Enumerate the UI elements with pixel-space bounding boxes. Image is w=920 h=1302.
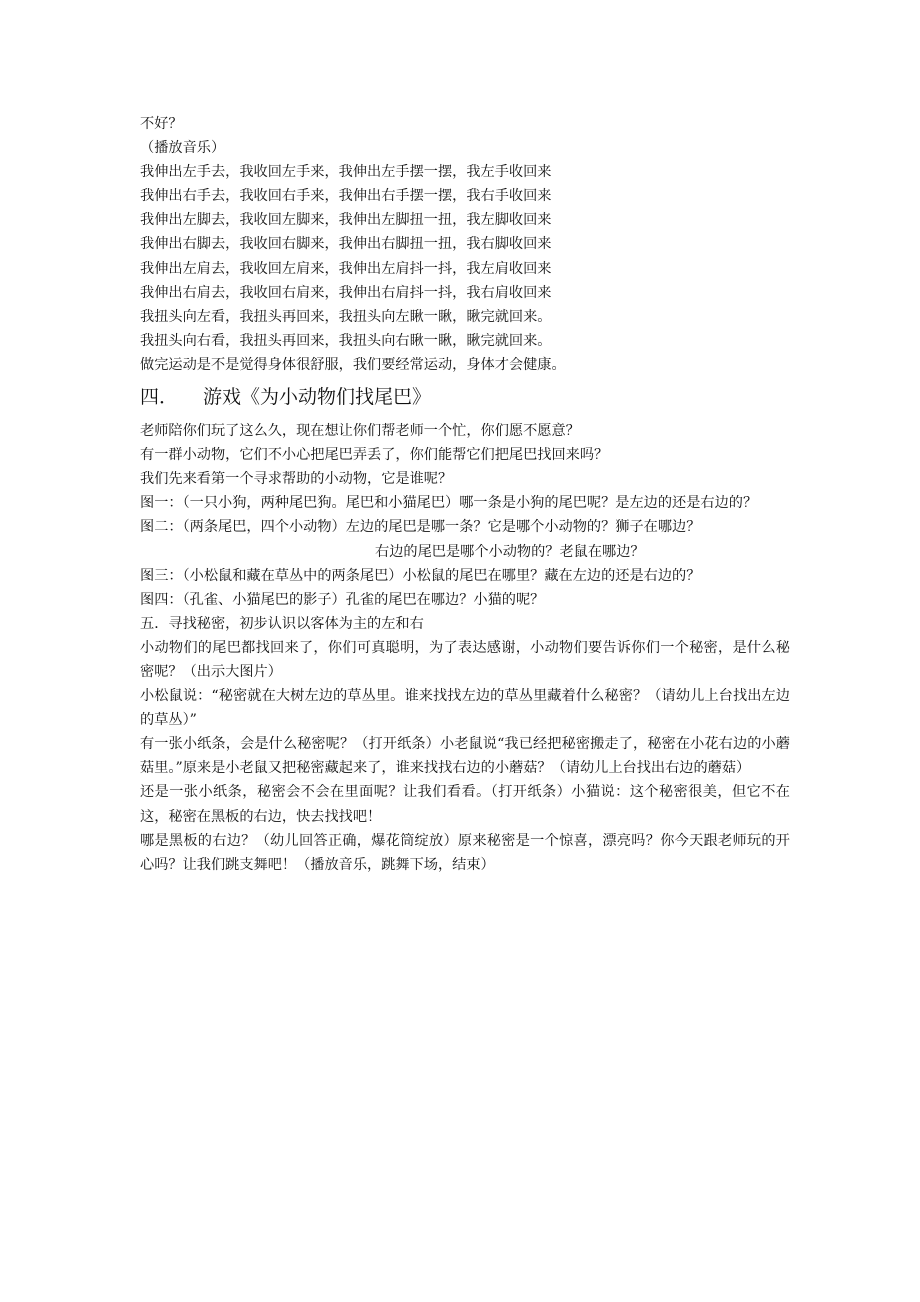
text-line: （播放音乐） bbox=[140, 140, 226, 157]
paragraph: 还是一张小纸条，秘密会不会在里面呢？让我们看看。（打开纸条）小猫说：这个秘密很美，但它不在这，秘密在黑板的右边，快去找找吧！ bbox=[140, 784, 790, 825]
text-line: 做完运动是不是觉得身体很舒服，我们要经常运动，身体才会健康。 bbox=[140, 356, 566, 373]
song-line: 我扭头向右看，我扭头再回来，我扭头向右瞅一瞅，瞅完就回来。 bbox=[140, 332, 552, 349]
song-line: 我伸出左肩去，我收回左肩来，我伸出左肩抖一抖，我左肩收回来 bbox=[140, 260, 552, 277]
song-line: 我伸出右手去，我收回右手来，我伸出右手摆一摆，我右手收回来 bbox=[140, 188, 552, 205]
section-5-heading: 五．寻找秘密，初步认识以客体为主的左和右 bbox=[140, 615, 424, 632]
picture-1-paragraph: 图一：（一只小狗，两种尾巴狗。尾巴和小猫尾巴）哪一条是小狗的尾巴呢？是左边的还是右边的？ bbox=[140, 495, 758, 512]
paragraph: 哪是黑板的右边？（幼儿回答正确，爆花筒绽放）原来秘密是一个惊喜，漂亮吗？你今天跟老师玩的开心吗？让我们跳支舞吧！（播放音乐，跳舞下场，结束） bbox=[140, 832, 790, 873]
paragraph: 小松鼠说：“秘密就在大树左边的草丛里。谁来找找左边的草丛里藏着什么秘密？（请幼儿上台找出左边的草丛）” bbox=[140, 688, 790, 729]
paragraph: 小动物们的尾巴都找回来了，你们可真聪明，为了表达感谢，小动物们要告诉你们一个秘密，是什么秘密呢？（出示大图片） bbox=[140, 639, 790, 680]
section-heading bbox=[140, 382, 790, 412]
paragraph: 有一张小纸条，会是什么秘密呢？（打开纸条）小老鼠说“我已经把秘密搬走了，秘密在小花右边的小蘑菇里。”原来是小老鼠又把秘密藏起来了，谁来找找右边的小蘑菇？（请幼儿上台找出右边的蘑菇） bbox=[140, 736, 790, 777]
song-line: 我伸出左脚去，我收回左脚来，我伸出左脚扭一扭，我左脚收回来 bbox=[140, 212, 552, 229]
song-line: 我扭头向左看，我扭头再回来，我扭头向左瞅一瞅，瞅完就回来。 bbox=[140, 308, 552, 325]
song-line: 我伸出右肩去，我收回右肩来，我伸出右肩抖一抖，我右肩收回来 bbox=[140, 284, 552, 301]
text-line: 老师陪你们玩了这么久，现在想让你们帮老师一个忙，你们愿不愿意？ bbox=[140, 423, 580, 440]
picture-4-paragraph: 图四：（孔雀、小猫尾巴的影子）孔雀的尾巴在哪边？小猫的呢？ bbox=[140, 591, 545, 608]
picture-2-continuation: 右边的尾巴是哪个小动物的？老鼠在哪边？ bbox=[375, 543, 645, 560]
song-line: 我伸出左手去，我收回左手来，我伸出左手摆一摆，我左手收回来 bbox=[140, 164, 552, 181]
text-line: 我们先来看第一个寻求帮助的小动物，它是谁呢？ bbox=[140, 471, 453, 488]
section-title: 游戏《为小动物们找尾巴》 bbox=[203, 386, 432, 409]
text-line: 不好？ bbox=[140, 116, 183, 132]
picture-2-paragraph: 图二：（两条尾巴，四个小动物）左边的尾巴是哪一条？它是哪个小动物的？狮子在哪边？ bbox=[140, 519, 701, 536]
document-body bbox=[140, 112, 790, 877]
text-line: 有一群小动物，它们不小心把尾巴弄丢了，你们能帮它们把尾巴找回来吗？ bbox=[140, 447, 609, 464]
song-line: 我伸出右脚去，我收回右脚来，我伸出右脚扭一扭，我右脚收回来 bbox=[140, 236, 552, 253]
section-number: 四． bbox=[140, 386, 179, 409]
picture-3-paragraph: 图三：（小松鼠和藏在草丛中的两条尾巴）小松鼠的尾巴在哪里？藏在左边的还是右边的？ bbox=[140, 567, 701, 584]
